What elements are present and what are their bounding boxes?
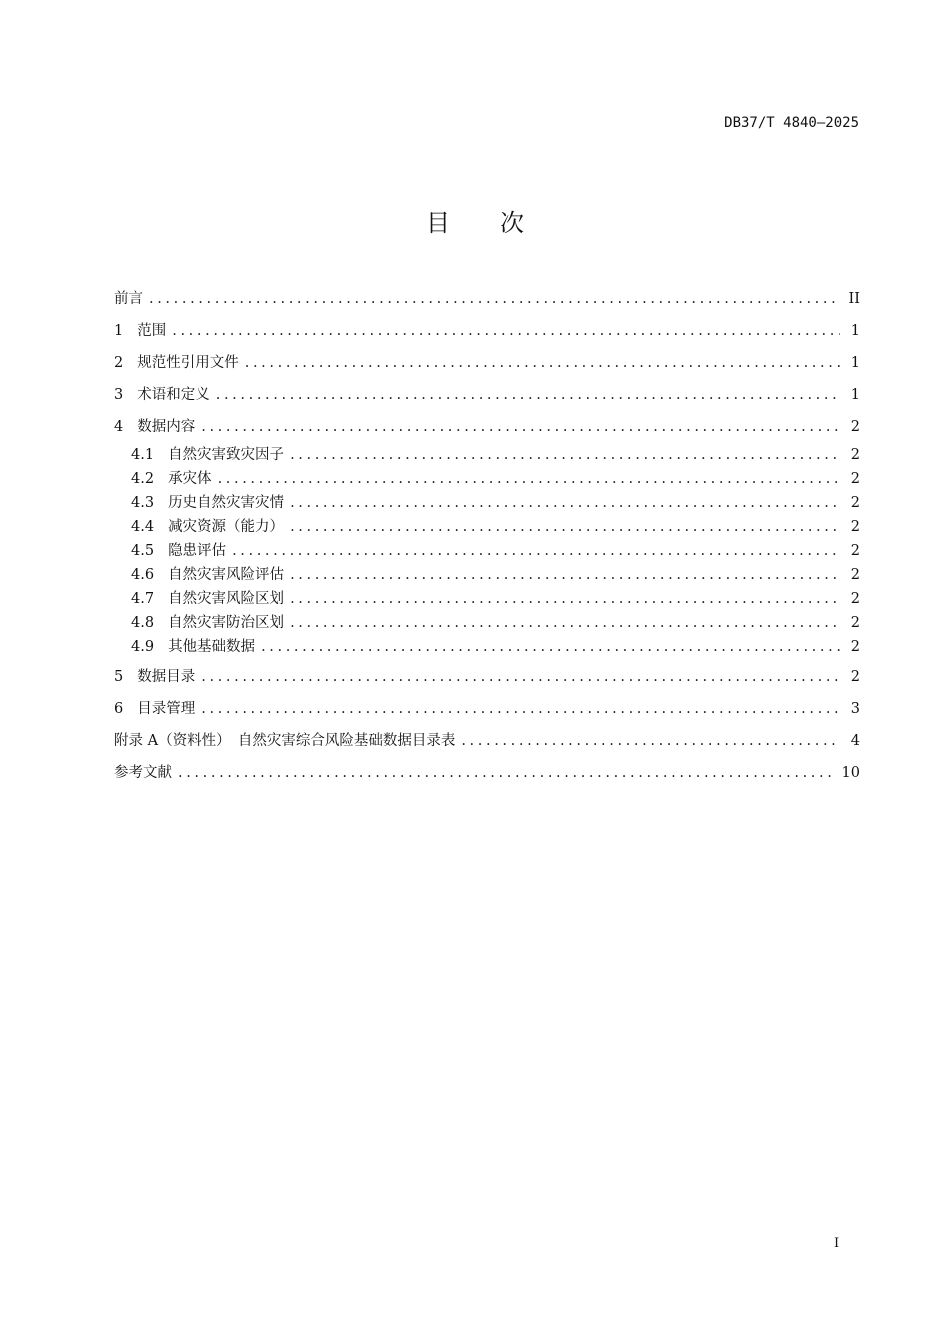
toc-entry-page: 4 [850, 733, 860, 749]
toc-entry-page: 3 [850, 701, 860, 717]
toc-entry-label: 自然灾害致灾因子 [168, 447, 285, 463]
toc-entry-page: 2 [850, 419, 860, 435]
toc-entry-page: 1 [850, 387, 860, 403]
toc-leader [178, 761, 836, 785]
toc-entry-page: 1 [850, 323, 860, 339]
toc-entry-page: 2 [850, 567, 860, 583]
toc-entry[interactable]: 4.7 自然灾害风险区划 . . . 2 [114, 587, 860, 611]
toc-entry-label: 减灾资源（能力） [168, 519, 285, 535]
toc-entry-page: 2 [850, 519, 860, 535]
toc-entry-page: 2 [850, 591, 860, 607]
toc-leader [290, 515, 840, 539]
toc-entry-page: 2 [850, 471, 860, 487]
toc-entry-label: 承灾体 [168, 471, 212, 487]
toc-entry-label: 附录 A（资料性） 自然灾害综合风险基础数据目录表 [114, 733, 456, 749]
toc-entry[interactable] [114, 761, 860, 793]
toc-entry[interactable]: 4.1 自然灾害致灾因子 . . . 2 [114, 443, 860, 467]
toc-leader [245, 351, 840, 375]
toc-entry-page: 2 [850, 543, 860, 559]
toc-title-part2: 次 [500, 209, 524, 237]
toc-entry[interactable]: 5 数据目录 . . . 2 [114, 665, 860, 697]
toc-entry-page: II [848, 291, 860, 307]
toc-entry-label: 自然灾害防治区划 [168, 615, 285, 631]
page-number: I [834, 1236, 840, 1251]
toc-leader [216, 383, 840, 407]
toc-entry[interactable]: 4.2 承灾体 . . . 2 [114, 467, 860, 491]
toc-entry[interactable] [114, 287, 860, 319]
toc-entry[interactable]: 4.8 自然灾害防治区划 . . . 2 [114, 611, 860, 635]
toc-entry-page: 2 [850, 615, 860, 631]
toc-entry-label: 自然灾害风险评估 [168, 567, 285, 583]
toc-leader [461, 729, 840, 753]
table-of-contents [114, 287, 860, 793]
toc-entry-label: 历史自然灾害灾情 [168, 495, 285, 511]
toc-title-part1: 目 [426, 209, 450, 237]
toc-entry[interactable] [114, 729, 860, 761]
toc-entry-page: 2 [850, 639, 860, 655]
toc-entry-label: 其他基础数据 [168, 639, 256, 655]
toc-entry[interactable]: 3 术语和定义 . . . 1 [114, 383, 860, 415]
toc-entry-page: 1 [850, 355, 860, 371]
toc-entry-label: 参考文献 [114, 765, 172, 781]
toc-leader [290, 563, 840, 587]
toc-leader [201, 665, 840, 689]
toc-entry[interactable]: 1 范围 . . . 1 [114, 319, 860, 351]
toc-entry-label: 前言 [114, 291, 143, 307]
toc-entry[interactable]: 4.3 历史自然灾害灾情 . . . 2 [114, 491, 860, 515]
toc-entry-page: 2 [850, 495, 860, 511]
toc-entry-label: 范围 [137, 323, 167, 339]
toc-leader [201, 415, 840, 439]
toc-entry-label: 数据目录 [137, 669, 196, 685]
toc-entry[interactable]: 2 规范性引用文件 . . . 1 [114, 351, 860, 383]
toc-leader [290, 443, 840, 467]
toc-entry-page: 10 [841, 765, 860, 781]
toc-entry[interactable]: 6 目录管理 . . . 3 [114, 697, 860, 729]
toc-leader [261, 635, 840, 659]
toc-entry-label: 自然灾害风险区划 [168, 591, 285, 607]
toc-entry[interactable]: 4.9 其他基础数据 . . . 2 [114, 635, 860, 665]
toc-entry-label: 数据内容 [137, 419, 196, 435]
toc-leader [218, 467, 840, 491]
toc-leader [290, 491, 840, 515]
toc-leader [232, 539, 840, 563]
toc-leader [149, 287, 840, 311]
toc-leader [172, 319, 840, 343]
toc-leader [290, 611, 840, 635]
toc-entry[interactable]: 4.4 减灾资源（能力） . . . 2 [114, 515, 860, 539]
toc-entry-label: 规范性引用文件 [137, 355, 239, 371]
toc-entry-label: 隐患评估 [168, 543, 227, 559]
toc-entry[interactable]: 4.5 隐患评估 . . . 2 [114, 539, 860, 563]
toc-leader [201, 697, 840, 721]
toc-entry[interactable]: 4.6 自然灾害风险评估 . . . 2 [114, 563, 860, 587]
document-code: DB37/T 4840—2025 [724, 115, 859, 131]
toc-entry-page: 2 [850, 447, 860, 463]
toc-title [0, 203, 950, 238]
toc-entry-page: 2 [850, 669, 860, 685]
toc-entry-label: 目录管理 [137, 701, 196, 717]
toc-entry-label: 术语和定义 [137, 387, 210, 403]
toc-leader [290, 587, 840, 611]
toc-entry[interactable]: 4 数据内容 . . . 2 [114, 415, 860, 443]
